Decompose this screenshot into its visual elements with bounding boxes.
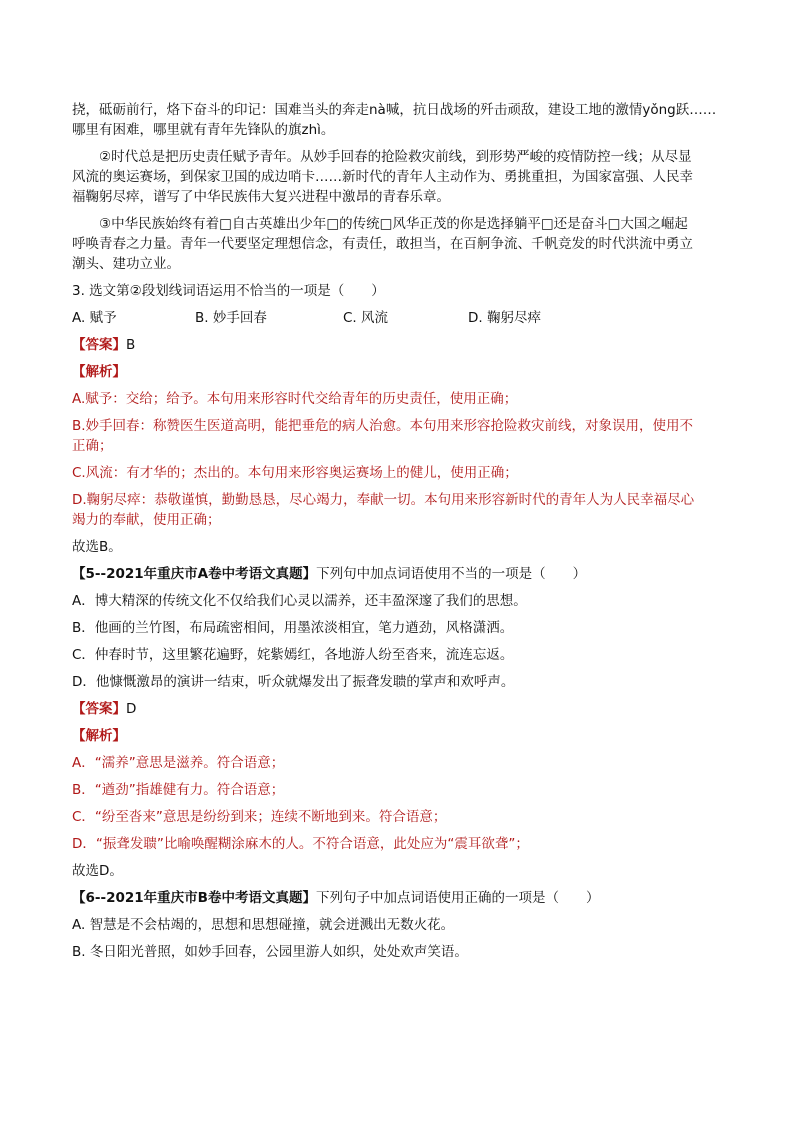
analysis-line: C.风流：有才华的；杰出的。本句用来形容奥运赛场上的健儿，使用正确； [72,465,518,481]
passage-line: 风流的奥运赛场，到保家卫国的成边哨卡……新时代的青年人主动作为、勇挑重担，为国家富强、人民幸 [72,169,693,185]
analysis-line: D．“振聋发聩”比喻唤醒糊涂麻木的人。不符合语意，此处应为“震耳欲聋”； [72,836,529,852]
passage-line: ③中华民族始终有着□自古英雄出少年□的传统□风华正茂的你是选择躺平□还是奋斗□大国之崛起 [99,216,688,232]
analysis-block [72,490,722,530]
option-a: A. 赋予 [72,310,117,326]
analysis-line: D.鞠躬尽瘁：恭敬谨慎，勤勤恳恳，尽心竭力，奉献一切。本句用来形容新时代的青年人为人民幸福尽心 [72,492,695,508]
option-b: B．他画的兰竹图，布局疏密相间，用墨浓淡相宜，笔力遒劲，风格潇洒。 [72,620,514,636]
question-3-conclusion: 故选B。 [72,539,122,555]
passage-line: ②时代总是把历史责任赋予青年。从妙手回春的抢险救灾前线，到形势严峻的疫情防控一线；从尽显 [99,149,692,165]
passage-line: 呼唤青春之力量。青年一代要坚定理想信念，有责任，敢担当，在百舸争流、千帆竞发的时代洪流中勇立 [72,236,693,252]
passage-paragraph-3 [72,214,722,274]
analysis-line: C．“纷至沓来”意思是纷纷到来；连续不断地到来。符合语意； [72,809,447,825]
option-b: B. 冬日阳光普照，如妙手回春，公园里游人如织，处处欢声笑语。 [72,944,468,960]
option-b: B. 妙手回春 [195,310,267,326]
question-source: 【6--2021年重庆市B卷中考语文真题】 [72,890,316,906]
question-3-options [72,308,722,328]
analysis-block [72,416,722,456]
analysis-line: 竭力的奉献，使用正确； [72,512,221,528]
analysis-line: A．“濡养”意思是滋养。符合语意； [72,755,285,771]
option-c: C．仲春时节，这里繁花遍野，姹紫嫣红，各地游人纷至沓来，流连忘返。 [72,647,514,663]
option-a: A．博大精深的传统文化不仅给我们心灵以濡养，还丰盈深邃了我们的思想。 [72,593,527,609]
question-5-answer [72,699,722,719]
analysis-line: 正确； [72,438,113,454]
question-3-analysis-label: 【解析】 [72,364,126,380]
passage-paragraph-2 [72,147,722,207]
question-5-analysis-label: 【解析】 [72,728,126,744]
passage-line: 福鞠躬尽瘁，谱写了中华民族伟大复兴进程中激昂的青春乐章。 [72,189,450,205]
question-5-heading [72,564,722,584]
passage-line: 哪里有困难，哪里就有青年先锋队的旗zhì。 [72,122,335,138]
analysis-line: A.赋予：交给；给予。本句用来形容时代交给青年的历史责任，使用正确； [72,391,518,407]
option-d: D．他慷慨激昂的演讲一结束，听众就爆发出了振聋发聩的掌声和欢呼声。 [72,674,515,690]
analysis-line: B.妙手回春：称赞医生医道高明，能把垂危的病人治愈。本句用来形容抢险救灾前线，对象误用，使用不 [72,418,694,434]
question-6-heading [72,888,722,908]
answer-label: 【答案】 [72,701,126,717]
question-source: 【5--2021年重庆市A卷中考语文真题】 [72,566,317,582]
answer-value: D [126,701,137,717]
question-stem: 下列句中加点词语使用不当的一项是（ ） [316,566,587,582]
passage-paragraph-1 [72,100,722,140]
option-a: A. 智慧是不会枯竭的，思想和思想碰撞，就会迸溅出无数火花。 [72,917,455,933]
question-5-conclusion: 故选D。 [72,863,123,879]
option-c: C. 风流 [343,310,389,326]
document-page [72,100,722,969]
analysis-line: B．“遒劲”指雄健有力。符合语意； [72,782,285,798]
option-d: D. 鞠躬尽瘁 [468,310,541,326]
question-stem: 下列句子中加点词语使用正确的一项是（ ） [315,890,600,906]
question-3-answer [72,335,722,355]
answer-value: B [126,337,136,353]
passage-line: 潮头、建功立业。 [72,256,180,272]
passage-line: 挠，砥砺前行，烙下奋斗的印记：国难当头的奔走nà喊，抗日战场的歼击顽敌，建设工地的激情yǒng跃…… [72,102,717,118]
question-3-stem: 3. 选文第②段划线词语运用不恰当的一项是（ ） [72,283,385,299]
answer-label: 【答案】 [72,337,126,353]
